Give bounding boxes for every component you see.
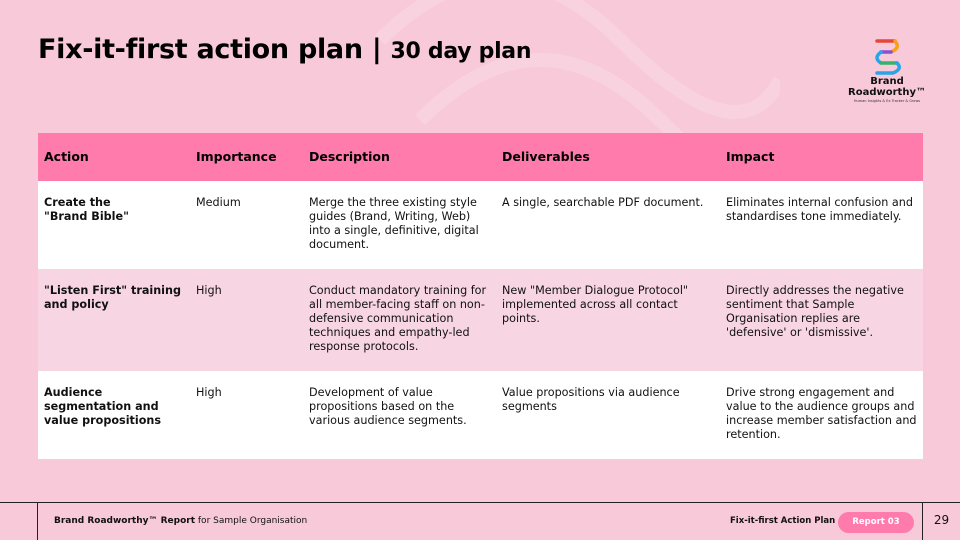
title-sub: 30 day plan (390, 39, 532, 64)
cell-importance: Medium (190, 181, 303, 269)
cell-deliverables: Value propositions via audience segments (496, 371, 720, 459)
cell-action: "Listen First" training and policy (38, 269, 190, 371)
footer-brand: Brand Roadworthy™ Report (54, 516, 196, 526)
report-badge: Report 03 (838, 512, 914, 533)
cell-action: Audience segmentation and value propositions (38, 371, 190, 459)
header-impact: Impact (720, 133, 923, 181)
cell-importance: High (190, 269, 303, 371)
logo-line-2: Roadworthy™ (848, 87, 926, 98)
logo-mark-icon (867, 36, 907, 76)
cell-description: Conduct mandatory training for all member-facing staff on non-defensive communication techniques and empathy-led response protocols. (303, 269, 496, 371)
brand-logo (840, 36, 934, 126)
footer-report-name (54, 516, 307, 526)
footer-org: for Sample Organisation (195, 516, 308, 526)
cell-impact: Eliminates internal confusion and standardises tone immediately. (720, 181, 923, 269)
header-description: Description (303, 133, 496, 181)
cell-impact: Drive strong engagement and value to the audience groups and increase member satisfaction and retention. (720, 371, 923, 459)
action-plan-table (38, 133, 923, 459)
title-main: Fix-it-first action plan | (38, 34, 391, 65)
cell-deliverables: A single, searchable PDF document. (496, 181, 720, 269)
page-number: 29 (933, 513, 950, 527)
footer-section-name: Fix-it-first Action Plan (730, 516, 836, 526)
page-footer (0, 502, 960, 540)
table-header-row (38, 133, 923, 181)
logo-line-1: Brand (870, 76, 904, 87)
cell-impact: Directly addresses the negative sentiment that Sample Organisation replies are 'defensive' or 'dismissive'. (720, 269, 923, 371)
table-row (38, 181, 923, 269)
header-deliverables: Deliverables (496, 133, 720, 181)
cell-importance: High (190, 371, 303, 459)
cell-action: Create the "Brand Bible" (38, 181, 190, 269)
cell-description: Merge the three existing style guides (Brand, Writing, Web) into a single, definitive, digital document. (303, 181, 496, 269)
table-row (38, 371, 923, 459)
header-action: Action (38, 133, 190, 181)
cell-description: Development of value propositions based on the various audience segments. (303, 371, 496, 459)
logo-tagline: Human Insights & Ex Tracker & Grows (853, 99, 921, 103)
cell-deliverables: New "Member Dialogue Protocol" implemented across all contact points. (496, 269, 720, 371)
table-row (38, 269, 923, 371)
footer-divider-left (37, 503, 38, 540)
header-importance: Importance (190, 133, 303, 181)
page-title (38, 34, 531, 65)
